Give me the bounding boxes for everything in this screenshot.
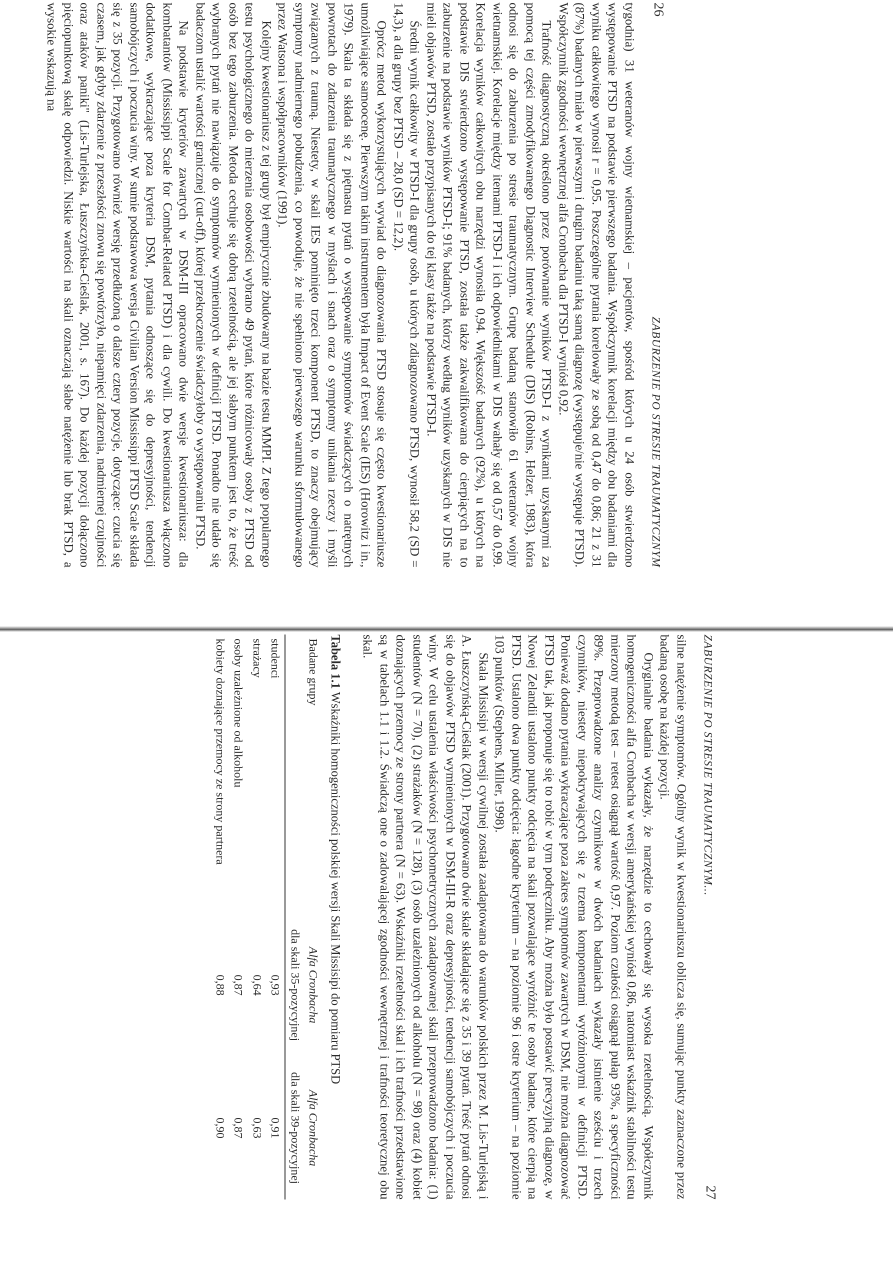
- table-caption: [327, 635, 344, 1200]
- page-body: [44, 3, 638, 568]
- table-row: [211, 635, 230, 1200]
- cell-alpha39: 0,63: [250, 1117, 265, 1139]
- table-row: [248, 635, 267, 1200]
- table-row: [267, 635, 286, 1200]
- paragraph: Skala Missisipi w wersji cywilnej została zaadaptowana do warunków polskich przez M. Lis-Turlejską i A. Łuszczyńską-Cieślak (2001). Przygotowano dwie skale składające się z 35 i 39 pytań. Treść pytań odnosi się do objawów PTSD wymienionych w DSM-III-R oraz depresyjności, tendencji samobójczych i poczucia winy. W celu ustalenia właściwości psychometrycznych zaadaptowanej skali przeprowadzono badania: (1) studentów (N = 70), (2) strażaków (N = 128), (3) osób uzależnionych od alkoholu (N = 98) oraz (4) kobiet doznających przemocy ze strony partnera (N = 63). Wskaźniki rzetelności skal i ich trafności przedstawione są w tabelach 1.1 i 1.2. Świadczą one o zadowalającej zgodności wewnętrznej i trafności teoretycznej obu skal.: [361, 634, 491, 1200]
- cell-group: studenci: [269, 638, 283, 679]
- table-header-row: [305, 635, 324, 1200]
- cell-group: kobiety doznające przemocy ze strony partnera: [213, 638, 228, 865]
- column-header-alpha39: [305, 1057, 324, 1200]
- column-subheader: dla skali 35-pozycyjnej: [286, 914, 305, 1057]
- page-header: [646, 3, 666, 568]
- paragraph: Trafność diagnostyczną określono przez porównanie wyników PTSD-I z wynikami uzyskanymi za pomocą tej części zmodyfikowanego Diagnostic Interview Schedule (DIS) (Robins, Helzer, 1983), która odnosi się do zaburzenia po stresie traumatycznym. Grupę badaną stanowiło 61 weteranów wojny wietnamskiej. Korelacje między itemami PTSD-I i ich odpowiednikami w DIS wahały się od 0,57 do 0,99. Korelacja wyników całkowitych obu narzędzi wynosiła 0,94. Większość badanych (92%), u których na podstawie DIS stwierdzono występowanie PTSD, została także zakwalifikowana do cierpiących na to zaburzenie na podstawie wyników PTSD-I; 91% badanych, którzy według wyników uzyskanych w DIS nie mieli objawów PTSD, zostało przypisanych do tej klasy także na podstawie PTSD-I.: [424, 2, 554, 568]
- column-header-top: Alfa Cronbacha: [307, 946, 321, 1024]
- cell-group: osoby uzależnione od alkoholu: [232, 638, 246, 788]
- cell-alpha35: 0,88: [213, 974, 228, 996]
- column-header-alpha35: [305, 914, 324, 1057]
- column-header-group: Badane grupy: [307, 638, 321, 706]
- paragraph: Kolejny kwestionariusz z tej grupy był empirycznie zbudowany na bazie testu MMPI. Z tego popularnego testu psychologicznego do mierzenia osobowości wybrano 49 pytań, które różnicowały osoby z PTSD od osób bez tego zaburzenia. Metoda cechuje się dobrą rzetelnością, ale jej słabym punktem jest to, że treść wybranych pytań nie nawiązuje do symptomów wymienionych w definicji PTSD. Ponadto nie udało się badaczom ustalić wartości granicznej (cut-off), której przekroczenie świadczyłoby o występowaniu PTSD.: [193, 2, 274, 568]
- cell-alpha35: 0,64: [250, 974, 265, 996]
- book-fold: [0, 626, 893, 632]
- cell-alpha39: 0,90: [213, 1117, 228, 1139]
- column-subheader: dla skali 39-pozycyjnej: [286, 1057, 305, 1200]
- page-header: [698, 635, 718, 1200]
- column-header-top: Alfa Cronbacha: [307, 1089, 321, 1167]
- cell-alpha35: 0,87: [232, 974, 246, 996]
- paragraph: tygodnia) 31 weteranów wojny wietnamskiej – pacjentów, spośród których u 24 osób stwierdzono występowanie PTSD na podstawie pierwszego badania. Współczynnik korelacji między obu badaniami dla wyniku całkowitego wynosił r = 0,95. Poszczególne pytania korelowały ze sobą od 0,47 do 0,86; 21 z 31 (87%) badanych miało w pierwszym i drugim badaniu taką samą diagnozę (występuje/nie występuje PTSD). Współczynnik zgodności wewnętrznej alfa Cronbacha dla PTSD-I wyniósł 0,92.: [556, 2, 637, 568]
- page-body: [211, 635, 690, 1200]
- paragraph: Na podstawie kryteriów zawartych w DSM-III opracowano dwie wersje kwestionariusza: dla kombatantów (Mississippi Scale for Combat-Related PTSD) i dla cywili. Do kwestionariusza włączono dodatkowe, wykraczające poza kryteria DSM, pytania odnoszące się do depresyjności, tendencji samobójczych i poczucia winy. W sumie podstawowa wersja Civilian Version Mississippi PTSD Scale składa się z 35 pozycji. Przygotowano również wersję przedłużoną o dalsze cztery pozycje, dotyczące: czucia się czasem, jak gdyby zdarzenie z przeszłości znowu się powtórzyło, niepamięci zdarzenia, nadmiernej czujności oraz ataków paniki" (Lis-Turlejska, Łuszczyńska-Cieślak, 2001, s. 167). Do każdej pozycji dołączono pięciopunktową skalę odpowiedzi. Niskie wartości na skali oznaczają słabe natężenie lub brak PTSD, a wysokie wskazują na: [45, 2, 191, 568]
- page-27: [0, 635, 718, 1200]
- homogeneity-table: [211, 635, 323, 1200]
- paragraph: silne natężenie symptomów. Ogólny wynik w kwestionariuszu oblicza się, sumując punkty zaznaczone przez badaną osobę na każdej pozycji.: [658, 634, 689, 1200]
- cell-group: strażacy: [250, 638, 265, 678]
- table-label: Tabela 1.1: [328, 634, 343, 689]
- page-number: 27: [702, 1185, 718, 1200]
- cell-alpha39: 0,87: [232, 1117, 246, 1139]
- empty-cell: [286, 635, 305, 914]
- cell-alpha39: 0,91: [269, 1117, 283, 1139]
- table-row: [230, 635, 249, 1200]
- cell-alpha35: 0,93: [269, 974, 283, 996]
- paragraph: Oprócz metod wykorzystujących wywiad do diagnozowania PTSD stosuje się często kwestionariusze umożliwiające samoocenę. Pierwszym takim instrumentem była Impact of Event Scale (IES) (Horowitz i in., 1979). Skala ta składa się z piętnastu pytań o występowanie symptomów świadczących o natrętnych powrotach do zdarzenia traumatycznego w myślach i snach oraz o symptomy unikania rzeczy i myśli związanych z traumą. Niestety, w skali IES pominięto trzeci komponent PTSD, to znaczy obejmujący symptomy nadmiernego pobudzenia, co powoduje, że nie spełniono pierwszego warunku sformułowanego przez Watsona i współpracowników (1991).: [276, 2, 389, 568]
- paragraph: Średni wynik całkowity w PTSD-I dla grupy osób, u których zdiagnozowano PTSD, wynosił 58,2 (SD = 14,3), a dla grupy bez PTSD – 28,0 (SD = 12,2).: [391, 2, 422, 568]
- page-26: [0, 3, 666, 568]
- table-subheader-row: [286, 635, 305, 1200]
- table-caption-text: Wskaźniki homogeniczności polskiej wersji Skali Missisipi do pomiaru PTSD: [328, 691, 343, 1085]
- running-header: ZABURZENIE PO STRESIE TRAUMATYCZNYM: [649, 316, 662, 568]
- running-header: ZABURZENIE PO STRESIE TRAUMATYCZNYM...: [701, 634, 714, 896]
- paragraph: Oryginalne badania wykazały, że narzędzie to cechowały się wysoka rzetelnością. Współczynnik homogeniczności alfa Cronbacha w wersji amerykańskiej wyniósł 0,86, natomiast wskaźnik stabilności testu mierzony metodą test – retest osiągnął wartość 0,97. Poziom czułości osiągnął pułap 93%, a specyficzności 89%. Przeprowadzone analizy czynnikowe w dwóch badaniach wykazały istnienie sześciu i trzech czynników, niestety niepokrywających się z trzema komponentami wyróżnionymi w definicji PTSD. Ponieważ dodano pytania wykraczające poza zakres symptomów zawartych w DSM, nie można diagnozować PTSD tak, jak proponuje się to robić w tym podręczniku. Aby można było postawić precyzyjną diagnozę, w Nowej Zelandii ustalono punkty odcięcia na skali pozwalające wyróżnić te osoby badane, które cierpią na PTSD. Ustalono dwa punkty odcięcia: łagodne kryterium – na poziomie 96 i ostre kryterium – na poziomie 103 punktów (Stephens, Miller, 1998).: [493, 634, 656, 1200]
- page-number: 26: [650, 2, 666, 17]
